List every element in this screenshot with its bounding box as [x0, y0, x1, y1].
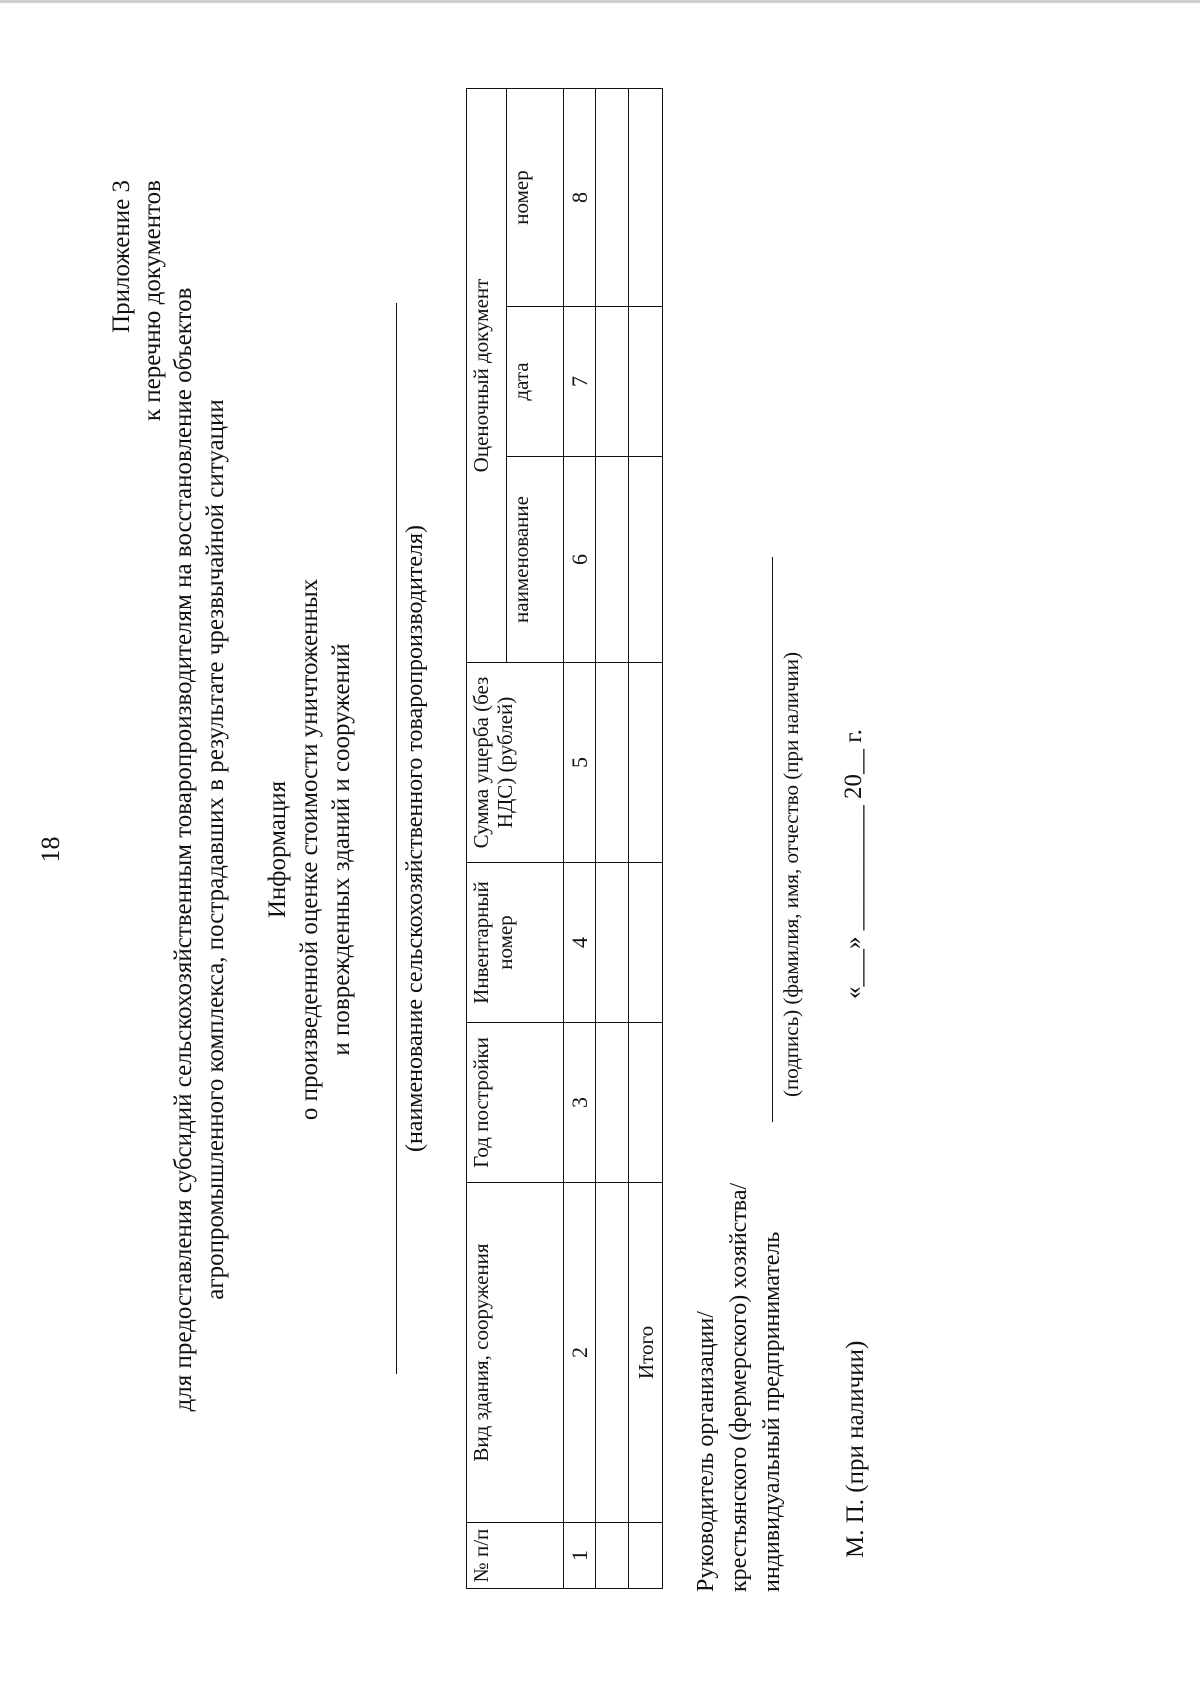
appendix-line-2: к перечню документов [139, 180, 166, 422]
header-building-type: Вид здания, сооружения [467, 1183, 564, 1523]
appendix-line-1: Приложение 3 [108, 180, 135, 333]
table-cell [629, 1523, 663, 1589]
signatory-line-1: Руководитель организации/ [693, 1311, 719, 1592]
header-document-number: номер [507, 89, 564, 307]
title-line-3: и поврежденных зданий и сооружений [328, 643, 355, 1056]
table-cell [629, 663, 663, 863]
column-number: 2 [564, 1183, 596, 1523]
subtitle-line-1: для предоставления субсидий сельскохозяйственным товаропроизводителям на восстановление объектов [170, 287, 197, 1412]
signatory-line-2: крестьянского (фермерского) хозяйства/ [726, 1182, 752, 1592]
header-damage-amount: Сумма ущерба (без НДС) (рублей) [467, 663, 564, 863]
table-header-row [467, 89, 507, 1589]
title-line-2: о произведенной оценке стоимости уничтоженных [296, 578, 323, 1121]
total-row [629, 89, 663, 1589]
header-number: № п/п [467, 1523, 564, 1589]
appendix-reference [106, 180, 168, 421]
table-cell [596, 307, 629, 457]
signature-caption: (подпись) (фамилия, имя, отчество (при наличии) [779, 652, 803, 1097]
title-line-1: Информация [264, 780, 291, 919]
table-cell [596, 663, 629, 863]
producer-name-caption: (наименование сельскохозяйственного товаропроизводителя) [402, 524, 428, 1153]
table-cell [596, 863, 629, 1023]
table-cell [596, 89, 629, 307]
document-subtitle [168, 0, 232, 1699]
subtitle-line-2: агропромышленного комплекса, пострадавших в результате чрезвычайной ситуации [202, 399, 229, 1300]
column-number: 5 [564, 663, 596, 863]
column-number: 3 [564, 1023, 596, 1183]
table-cell [596, 1183, 629, 1523]
table-row [596, 89, 629, 1589]
document-title [262, 0, 358, 1699]
column-number: 6 [564, 457, 596, 663]
valuation-table [466, 88, 663, 1589]
table-cell [629, 1023, 663, 1183]
table-cell [596, 1523, 629, 1589]
table-cell [596, 457, 629, 663]
table-cell [596, 1023, 629, 1183]
column-number: 8 [564, 89, 596, 307]
header-valuation-document: Оценочный документ [467, 89, 507, 663]
header-inventory-number: Инвентарный номер [467, 863, 564, 1023]
header-document-name: наименование [507, 457, 564, 663]
table-cell [629, 89, 663, 307]
header-construction-year: Год постройки [467, 1023, 564, 1183]
table-cell [629, 307, 663, 457]
signatory-line-3: индивидуальный предприниматель [759, 1231, 785, 1592]
total-label: Итого [629, 1183, 663, 1523]
column-number: 4 [564, 863, 596, 1023]
signatory-block [690, 1183, 789, 1592]
date-line: «___» __________ 20__ г. [840, 729, 867, 999]
column-number: 1 [564, 1523, 596, 1589]
column-numbers-row [564, 89, 596, 1589]
stamp-placeholder: М. П. (при наличии) [842, 1340, 869, 1558]
page-number: 18 [36, 836, 65, 863]
signature-line [772, 557, 773, 1122]
column-number: 7 [564, 307, 596, 457]
header-document-date: дата [507, 307, 564, 457]
table-cell [629, 863, 663, 1023]
table-cell [629, 457, 663, 663]
producer-name-line [396, 303, 397, 1374]
